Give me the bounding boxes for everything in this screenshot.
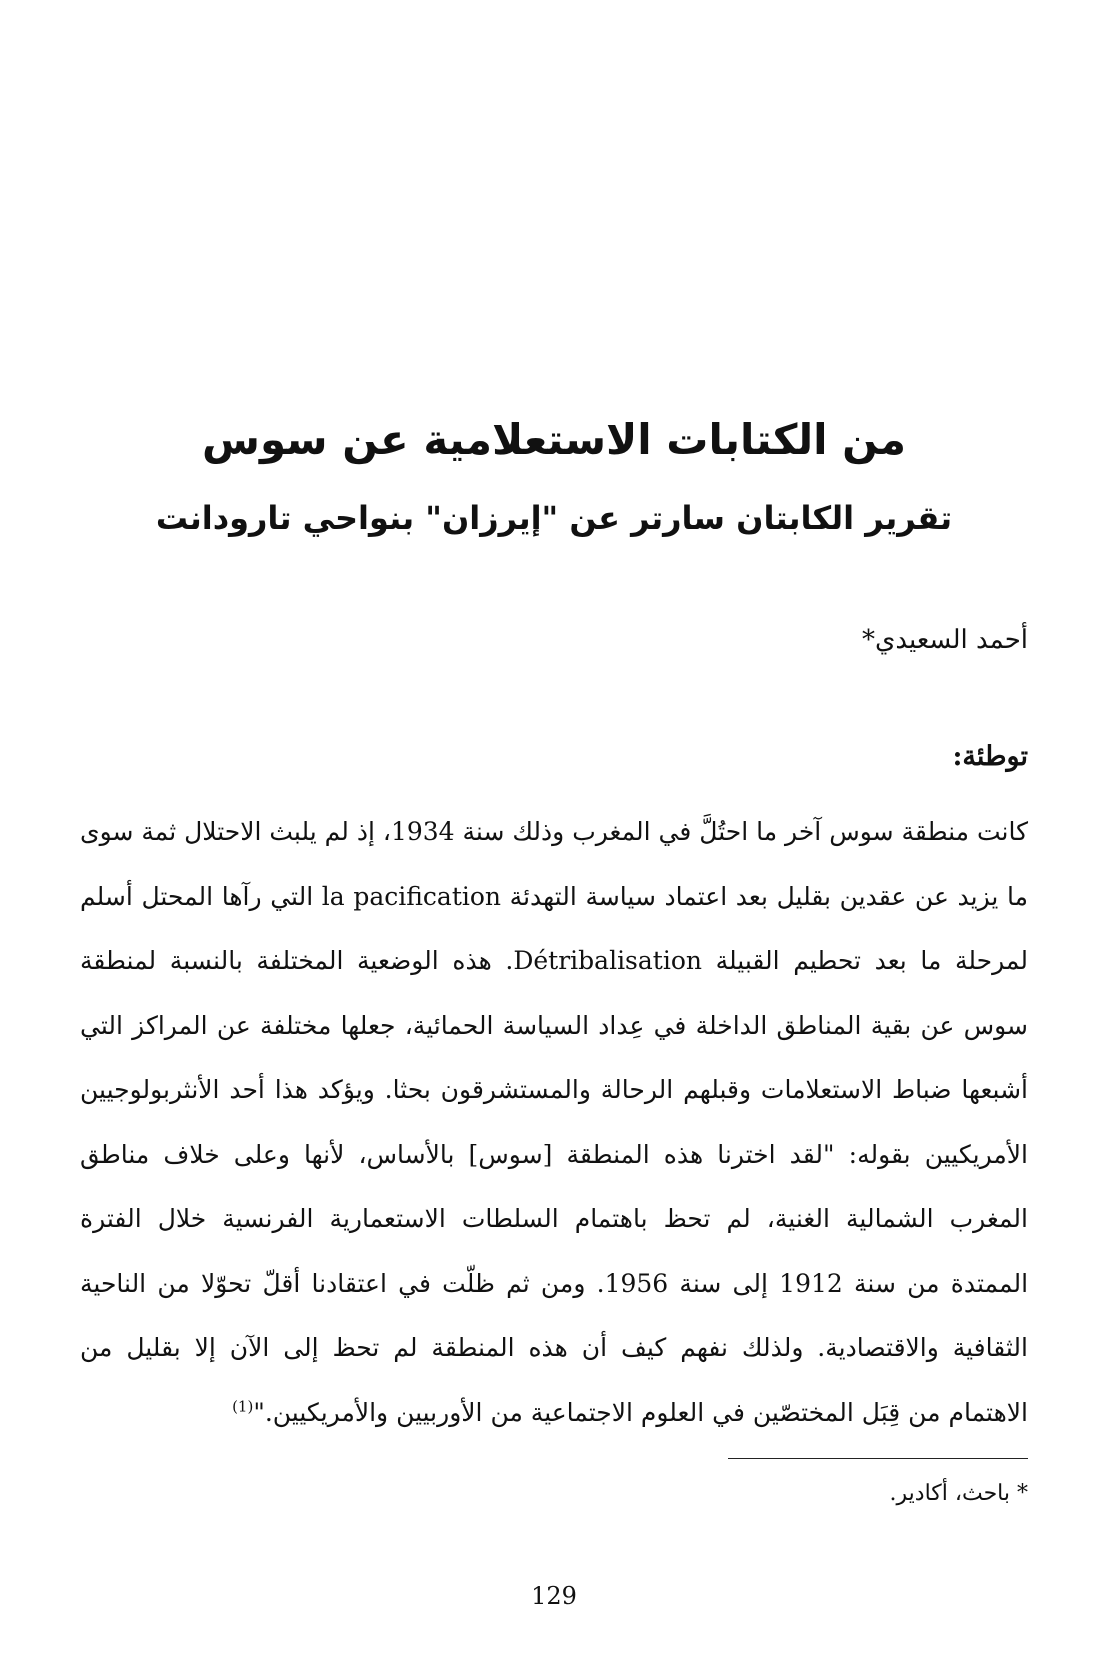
footnote-reference: (1): [232, 1397, 254, 1416]
body-paragraph-text: كانت منطقة سوس آخر ما احتُلَّ في المغرب وذلك سنة 1934، إذ لم يلبث الاحتلال ثمة سوى ما يزيد عن عقدين بقليل بعد اعتماد سياسة التهدئة la pacification التي رآها المحتل أسلم لمرحلة ما بعد تحطيم القبيلة Détribalisation. هذه الوضعية المختلفة بالنسبة لمنطقة سوس عن بقية المناطق الداخلة في عِداد السياسة الحمائية، جعلها مختلفة عن المراكز التي أشبعها ضباط الاستعلامات وقبلهم الرحالة والمستشرقون بحثا. ويؤكد هذا أحد الأنثربولوجيين الأمريكيين بقوله: "لقد اخترنا هذه المنطقة [سوس] بالأساس، لأنها وعلى خلاف مناطق المغرب الشمالية الغنية، لم تحظ باهتمام السلطات الاستعمارية الفرنسية خلال الفترة الممتدة من سنة 1912 إلى سنة 1956. ومن ثم ظلّت في اعتقادنا أقلّ تحوّلا من الناحية الثقافية والاقتصادية. ولذلك نفهم كيف أن هذه المنطقة لم تحظ إلى الآن إلا بقليل من الاهتمام من قِبَل المختصّين في العلوم الاجتماعية من الأوربيين والأمريكيين.": [80, 817, 1029, 1427]
section-heading: توطئة:: [952, 741, 1028, 772]
footnote-divider: [728, 1458, 1028, 1459]
footnote-text: * باحث، أكادير.: [889, 1481, 1028, 1506]
body-paragraph: [80, 800, 1028, 1445]
page-number: 129: [531, 1582, 577, 1610]
article-title: من الكتابات الاستعلامية عن سوس: [202, 415, 906, 464]
author-name: أحمد السعيدي*: [862, 625, 1028, 655]
article-subtitle: تقرير الكابتان سارتر عن "إيرزان" بنواحي تارودانت: [155, 499, 953, 537]
